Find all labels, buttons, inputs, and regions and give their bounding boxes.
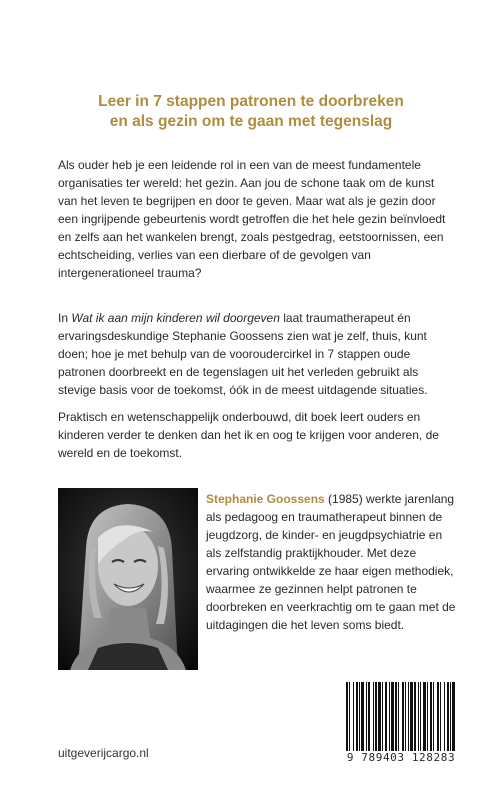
barcode-bar bbox=[440, 682, 441, 752]
author-bio-text: (1985) werkte jarenlang als pedagoog en traumatherapeut binnen de jeugdzorg, de kinder- en jeugdpsychiatrie en als zelfstandig praktijkhouder. Met deze ervaring ontwikkelde ze haar eigen methodiek, waarmee ze gezinnen helpt patronen te doorbreken en veerkrachtig om te gaan met de uitdagingen die het leven soms biedt. bbox=[206, 492, 456, 632]
barcode-bar bbox=[408, 682, 409, 752]
barcode-bar bbox=[433, 682, 434, 752]
barcode-bar bbox=[395, 682, 397, 752]
barcode-bar bbox=[375, 682, 377, 752]
barcode-bar bbox=[405, 682, 406, 752]
paragraph-2-body: laat traumatherapeut én ervaringsdeskundige Stephanie Goossens zien wat je zelf, thuis, kunt doen; hoe je met behulp van de vooroudercirkel in 7 stappen oude patronen doorbreekt en de tegenslagen uit het verleden gebruikt als stevige basis voor de toekomst, óók in de meest uitdagende situaties. bbox=[58, 311, 428, 397]
barcode-bar bbox=[366, 682, 367, 752]
book-title: Wat ik aan mijn kinderen wil doorgeven bbox=[71, 311, 280, 325]
barcode-bar bbox=[423, 682, 426, 752]
barcode-bar bbox=[410, 682, 413, 752]
barcode-bar bbox=[353, 682, 354, 752]
tagline bbox=[0, 92, 502, 132]
barcode-bar bbox=[444, 682, 445, 752]
barcode-bar bbox=[382, 682, 383, 752]
barcode-bar bbox=[450, 682, 451, 752]
barcode-bar bbox=[385, 682, 387, 752]
barcode-bar bbox=[356, 682, 358, 752]
author-photo bbox=[58, 488, 198, 670]
barcode-bars bbox=[342, 682, 460, 756]
barcode-bar bbox=[373, 682, 374, 752]
publisher-website: uitgeverijcargo.nl bbox=[58, 746, 149, 760]
barcode-bar bbox=[359, 682, 360, 752]
author-bio bbox=[206, 490, 456, 634]
barcode-bar bbox=[346, 682, 348, 752]
barcode-bar bbox=[378, 682, 381, 752]
barcode-bar bbox=[452, 682, 455, 752]
barcode-bar bbox=[398, 682, 399, 752]
barcode-bar bbox=[427, 682, 428, 752]
barcode-bar bbox=[361, 682, 364, 752]
barcode-bar bbox=[349, 682, 350, 752]
description-paragraph-2 bbox=[58, 309, 453, 399]
barcode-bar bbox=[418, 682, 419, 752]
barcode-bar bbox=[414, 682, 416, 752]
description-paragraph-3: Praktisch en wetenschappelijk onderbouwd, dit boek leert ouders en kinderen verder te denken dan het ik en oog te krijgen voor anderen, de wereld en de toekomst. bbox=[58, 410, 439, 460]
description-paragraph-1: Als ouder heb je een leidende rol in een van de meest fundamentele organisaties ter wereld: het gezin. Aan jou de schone taak om de kunst van het leven te begrijpen en door te geven. Maar wat als je gezin door een ingrijpende gebeurtenis wordt getroffen die het hele gezin beïnvloedt en zelfs aan het wankelen brengt, zoals pestgedrag, eetstoornissen, een echtscheiding, verlies van een dierbare of de gevolgen van intergenerationeel trauma? bbox=[58, 158, 446, 280]
paragraph-2-prefix: In bbox=[58, 311, 72, 325]
barcode-bar bbox=[420, 682, 421, 752]
tagline-line-1: Leer in 7 stappen patronen te doorbreken bbox=[98, 93, 404, 110]
barcode-bar bbox=[391, 682, 394, 752]
barcode-bar bbox=[430, 682, 432, 752]
barcode-bar bbox=[389, 682, 390, 752]
barcode-bar bbox=[437, 682, 439, 752]
barcode-bar bbox=[368, 682, 370, 752]
barcode-bar bbox=[402, 682, 404, 752]
barcode-bar bbox=[447, 682, 449, 752]
author-name: Stephanie Goossens bbox=[206, 492, 325, 506]
barcode-number: 9 789403 128283 bbox=[342, 751, 460, 764]
tagline-line-2: en als gezin om te gaan met tegenslag bbox=[109, 113, 393, 130]
